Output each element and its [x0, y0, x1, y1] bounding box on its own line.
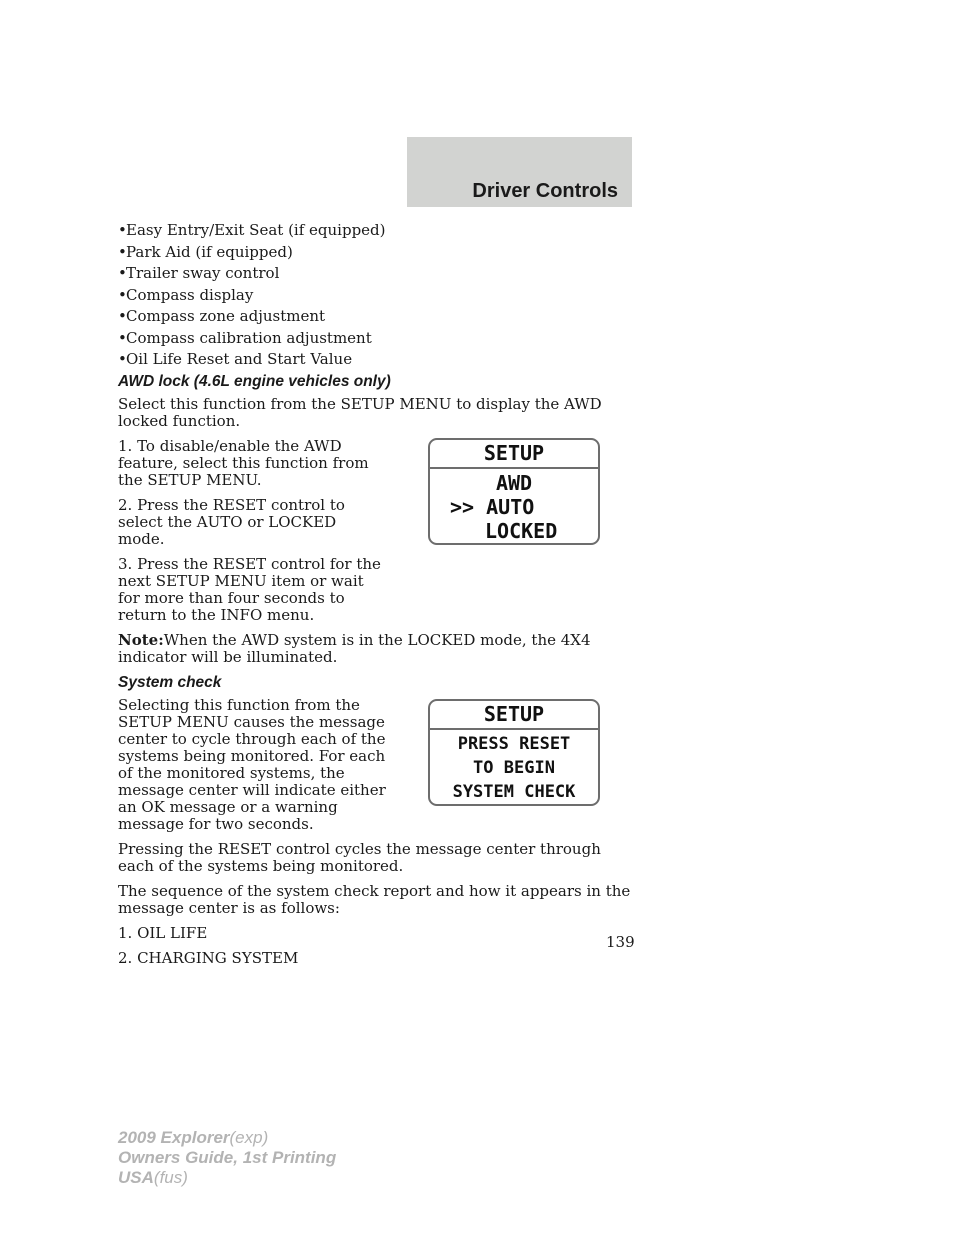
list-item: 1. OIL LIFE [118, 923, 208, 942]
list-item: •Easy Entry/Exit Seat (if equipped) [118, 221, 386, 239]
awd-heading: AWD lock (4.6L engine vehicles only) [118, 372, 391, 390]
awd-step: 3. Press the RESET control for the next SETUP MENU item or wait for more than four seconds to return to the INFO menu. [118, 554, 381, 624]
awd-display-illustration [428, 438, 600, 545]
display-line-selected: >> AUTO [450, 494, 535, 519]
bullet-icon: • [118, 307, 127, 325]
bullet-icon: • [118, 242, 127, 261]
bullet-icon: • [118, 221, 127, 239]
display-line: PRESS RESET [457, 733, 571, 754]
display-line: TO BEGIN [473, 757, 555, 778]
list-item: •Compass zone adjustment [118, 307, 326, 325]
list-item: 2. CHARGING SYSTEM [118, 948, 299, 967]
system-check-display-illustration [428, 699, 600, 806]
bullet-icon: • [118, 350, 127, 368]
system-check-para: Pressing the RESET control cycles the message center through each of the systems being monitored. [118, 839, 601, 875]
list-item: •Oil Life Reset and Start Value [118, 350, 353, 368]
list-item: •Compass calibration adjustment [118, 328, 372, 347]
display-line: LOCKED [485, 518, 558, 543]
display-line: SYSTEM CHECK [452, 781, 576, 802]
bullet-icon: • [118, 285, 127, 304]
system-check-intro: Selecting this function from the SETUP MENU causes the message center to cycle through each of the systems being monitored. For each of the monitored systems, the message center will indicate either an OK message or a warning message for two seconds. [118, 695, 386, 833]
system-check-heading: System check [118, 673, 222, 691]
awd-note: Note:When the AWD system is in the LOCKED mode, the 4X4 indicator will be illuminated. [118, 630, 591, 666]
system-check-para: The sequence of the system check report and how it appears in the message center is as follows: [118, 881, 631, 917]
awd-step: 1. To disable/enable the AWD feature, select this function from the SETUP MENU. [118, 436, 369, 489]
bullet-icon: • [118, 328, 127, 347]
list-item: •Compass display [118, 285, 254, 304]
list-item: •Park Aid (if equipped) [118, 242, 293, 261]
display-title: SETUP [430, 440, 598, 469]
page-number: 139 [606, 933, 635, 951]
system-check-section [118, 697, 634, 833]
feature-list [118, 222, 634, 368]
display-title: SETUP [430, 701, 598, 730]
awd-intro: Select this function from the SETUP MENU to display the AWD locked function. [118, 394, 602, 430]
awd-steps-section [118, 438, 634, 624]
list-item: •Trailer sway control [118, 264, 280, 282]
bullet-icon: • [118, 264, 127, 282]
print-footer: 2009 Explorer(exp) Owners Guide, 1st Printing USA(fus) [118, 1128, 337, 1187]
section-header-band [407, 137, 632, 207]
page-content [118, 222, 634, 975]
display-line: AWD [495, 470, 533, 495]
awd-step: 2. Press the RESET control to select the AUTO or LOCKED mode. [118, 495, 345, 548]
section-title: Driver Controls [472, 180, 618, 202]
